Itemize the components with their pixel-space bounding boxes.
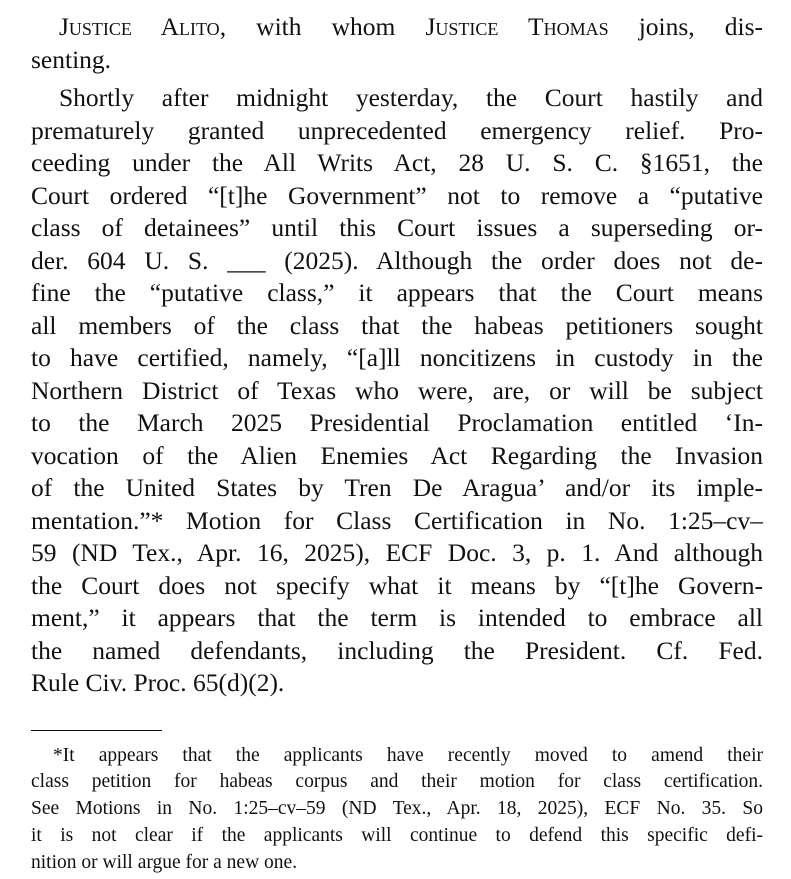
paragraph-line: mentation.”* Motion for Class Certification in No. 1:25–cv– [31, 505, 763, 535]
paragraph-line: prematurely granted unprecedented emergency relief. Pro- [31, 115, 763, 145]
paragraph-line: the named defendants, including the President. Cf. Fed. [31, 635, 763, 665]
paragraph-line: fine the “putative class,” it appears that the Court means [31, 278, 763, 307]
paragraph-line: Court ordered “[t]he Government” not to remove a “putative [31, 180, 763, 210]
heading-text: , with whom [219, 12, 426, 41]
paragraph-line: of the United States by Tren De Aragua’ and/or its imple- [31, 473, 763, 502]
heading-text: joins, dis- [608, 12, 763, 41]
paragraph-line: Rule Civ. Proc. 65(d)(2). [31, 668, 285, 697]
footnote-line: See Motions in No. 1:25–cv–59 (ND Tex., Apr. 18, 2025), ECF No. 35. So [31, 798, 763, 820]
paragraph-line: ceeding under the All Writs Act, 28 U. S. C. §1651, the [31, 148, 763, 177]
footnote-line: nition or will argue for a new one. [31, 851, 298, 873]
paragraph-line: all members of the class that the habeas petitioners sought [31, 310, 763, 340]
paragraph-line: to have certified, namely, “[a]ll noncitizens in custody in the [31, 343, 763, 372]
footnote-line: class petition for habeas corpus and their motion for class certification. [31, 771, 763, 793]
paragraph-line: der. 604 U. S. ___ (2025). Although the order does not de- [31, 245, 763, 275]
footnote-divider [31, 730, 162, 731]
paragraph-line: class of detainees” until this Court issues a superseding or- [31, 213, 763, 242]
opinion-page [31, 0, 763, 876]
dissent-heading-line: senting. [31, 44, 112, 74]
dissent-paragraph [31, 82, 763, 700]
justice-name: Justice Alito [59, 12, 220, 41]
justice-name: Justice Thomas [425, 12, 609, 41]
dissent-heading-line [31, 0, 763, 44]
footnote-line: it is not clear if the applicants will continue to defend this specific defi- [31, 824, 763, 846]
paragraph-line: 59 (ND Tex., Apr. 16, 2025), ECF Doc. 3, p. 1. And although [31, 538, 763, 567]
paragraph-line: Northern District of Texas who were, are, or will be subject [31, 375, 763, 405]
paragraph-line: to the March 2025 Presidential Proclamation entitled ‘In- [31, 408, 763, 437]
paragraph-line: ment,” it appears that the term is intended to embrace all [31, 603, 763, 632]
dissent-body [31, 0, 763, 700]
footnote-line: *It appears that the applicants have recently moved to amend their [53, 744, 763, 766]
paragraph-line: Shortly after midnight yesterday, the Court hastily and [59, 83, 763, 112]
paragraph-line: vocation of the Alien Enemies Act Regarding the Invasion [31, 440, 763, 470]
paragraph-line: the Court does not specify what it means by “[t]he Govern- [31, 570, 763, 600]
footnote [31, 743, 763, 877]
